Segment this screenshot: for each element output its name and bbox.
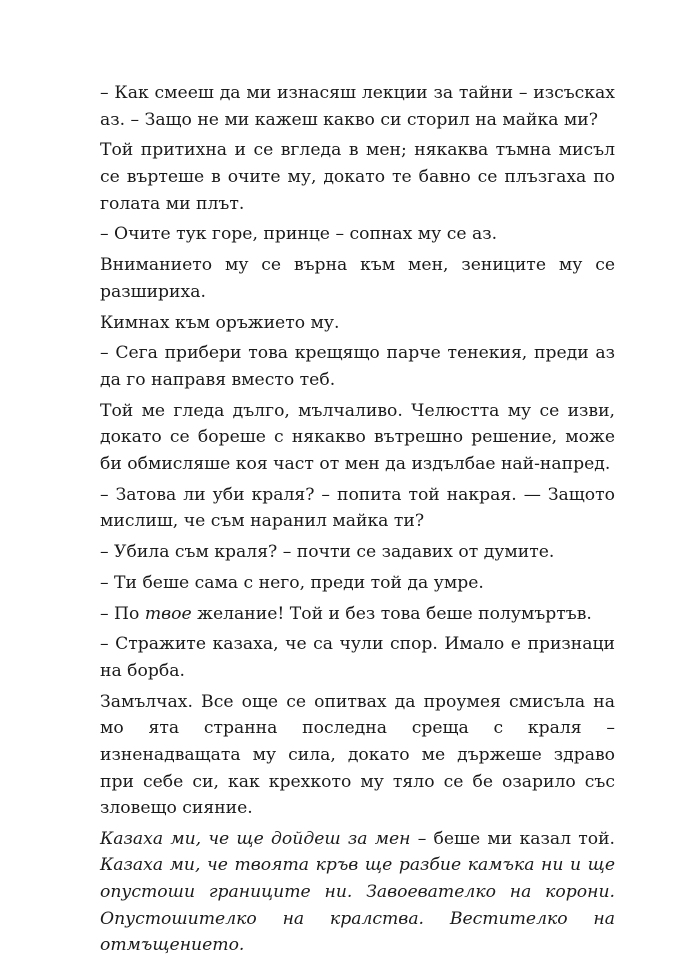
italic-run: Казаха ми, че твоята кръв ще разбие камъка ни и ще опустоши границите ни. Завоевателко на корони. Опустошителко на кралства. Вестителко на отмъщението. bbox=[100, 855, 615, 956]
paragraph: – Затова ли уби краля? – попита той накрая. — Защото мислиш, че съм наранил майка ти? bbox=[100, 484, 615, 532]
paragraph: Той притихна и се вгледа в мен; някаква тъмна мисъл се въртеше в очите му, докато те бавно се плъзгаха по голата ми плът. bbox=[100, 140, 615, 214]
paragraph: – Ти беше сама с него, преди той да умре. bbox=[100, 572, 484, 593]
paragraph-final bbox=[100, 826, 615, 959]
paragraph bbox=[100, 601, 615, 628]
paragraph: Кимнах към оръжието му. bbox=[100, 312, 340, 333]
paragraph: Вниманието му се върна към мен, зениците му се разшириха. bbox=[100, 255, 615, 302]
paragraph: Той ме гледа дълго, мълчаливо. Челюстта му се изви, докато се бореше с някакво вътрешно решение, може би обмисляше коя част от мен да издълбае най-напред. bbox=[100, 400, 615, 474]
paragraph: – Стражите казаха, че са чули спор. Имало е признаци на борба. bbox=[100, 634, 615, 681]
paragraph: – Сега прибери това крещящо парче тенекия, преди аз да го направя вместо теб. bbox=[100, 343, 615, 390]
paragraph: – Очите тук горе, принце – сопнах му се аз. bbox=[100, 224, 498, 245]
italic-run: Казаха ми, че ще дойдеш за мен bbox=[100, 828, 411, 849]
book-page bbox=[100, 80, 615, 963]
italic-run: твое bbox=[144, 603, 192, 624]
text-run: желание! Той и без това беше полумъртъв. bbox=[191, 603, 592, 624]
paragraph: – Как смееш да ми изнасяш лекции за тайни – изсъсках аз. – Защо не ми кажеш какво си сторил на майка ми? bbox=[100, 83, 615, 130]
paragraph: Замълчах. Все още се опитвах да проумея смисъла на мо ята странна последна среща с краля – изненадващата му сила, докато ме държеше здраво при себе си, как крехкото му тяло се бе озарило със зловещо сияние. bbox=[100, 691, 615, 819]
text-run: – По bbox=[100, 603, 145, 624]
text-run: – беше ми казал той. bbox=[410, 828, 616, 849]
paragraph: – Убила съм краля? – почти се задавих от думите. bbox=[100, 542, 555, 562]
